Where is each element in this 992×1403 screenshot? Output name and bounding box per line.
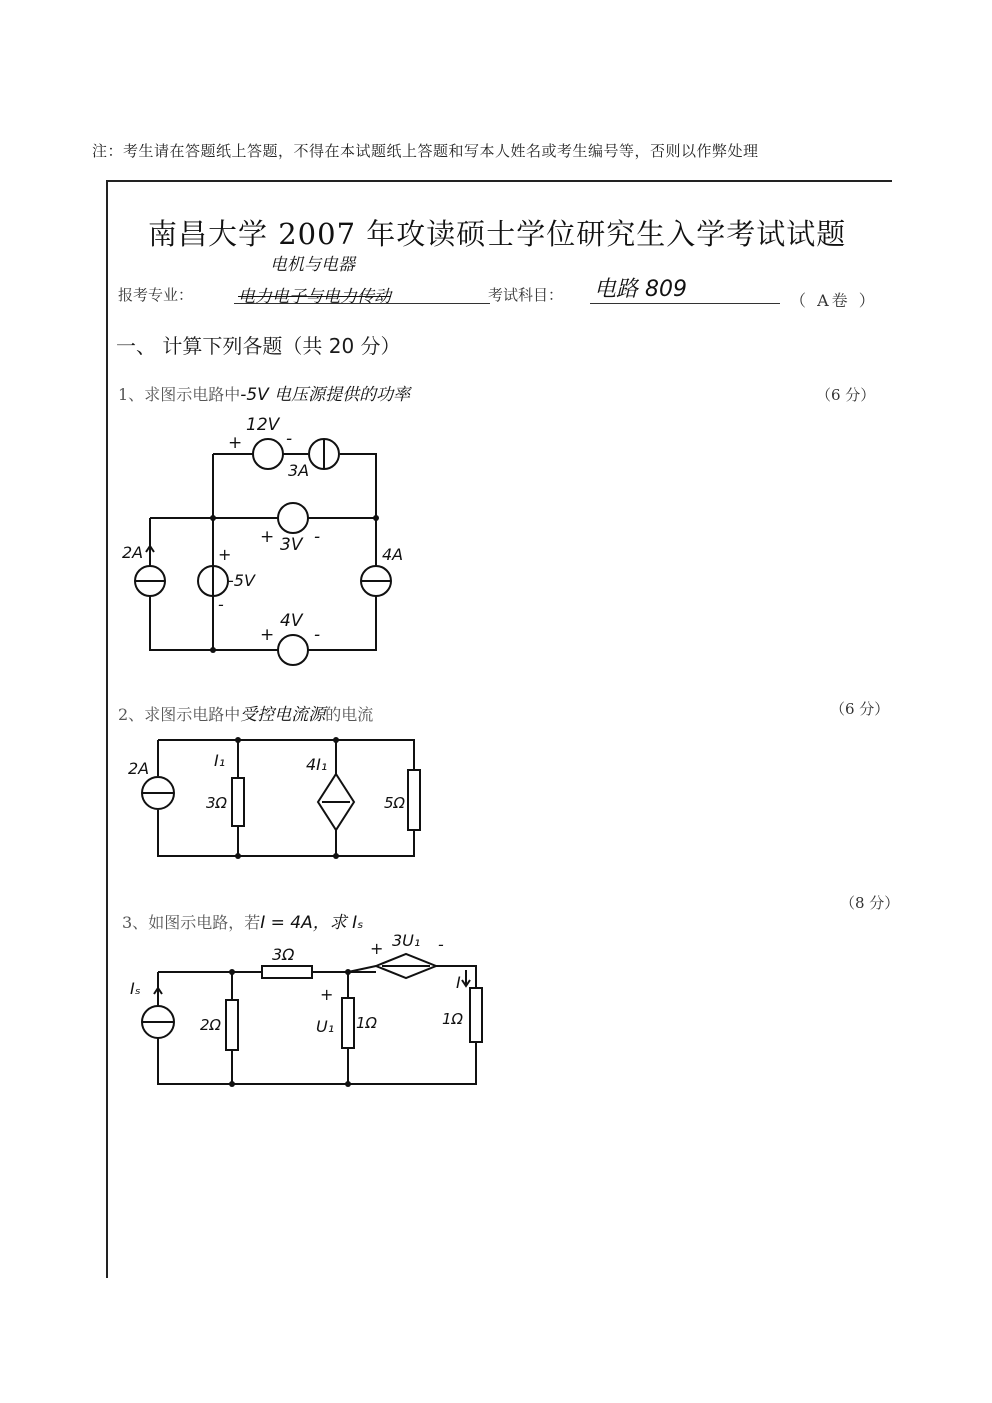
q1-circuit-diagram xyxy=(110,400,450,680)
q2-handwritten: 受控电流源 xyxy=(240,705,326,725)
question-2 xyxy=(118,700,373,725)
paper-version: （ A卷 ） xyxy=(790,291,878,310)
major-value: 电力电子与电力传动 xyxy=(238,287,391,307)
q1-label-4v-plus: + xyxy=(260,625,275,645)
q2-text-2: 的电流 xyxy=(325,705,374,724)
q1-label-3v-minus: - xyxy=(314,527,321,547)
q3-label-u1: U₁ xyxy=(316,1017,335,1036)
q1-text: 求图示电路中 xyxy=(144,385,241,404)
major-label: 报考专业： xyxy=(118,286,194,304)
q1-label-12v: 12V xyxy=(246,415,280,435)
frame-top-line xyxy=(106,180,892,182)
q3-number: 3、 xyxy=(122,913,149,932)
q1-label-5v-plus: + xyxy=(218,545,232,564)
q1-number: 1、 xyxy=(118,385,145,404)
q1-label-3v-plus: + xyxy=(260,527,275,547)
subject-value: 电路 809 xyxy=(594,277,687,302)
q1-label-2a: 2A xyxy=(122,543,144,562)
section-title: 一、 计算下列各题（共 20 分） xyxy=(116,334,401,358)
q2-label-2a: 2A xyxy=(128,759,150,778)
subject-label: 考试科目： xyxy=(488,286,564,304)
q3-label-3u1-plus: + xyxy=(370,939,384,958)
q3-label-2ohm: 2Ω xyxy=(200,1016,222,1034)
q3-label-1ohm-right: 1Ω xyxy=(442,1010,464,1028)
major-underline xyxy=(234,303,490,304)
q2-label-3ohm: 3Ω xyxy=(206,794,228,812)
frame-left-line xyxy=(106,180,108,1278)
q2-points: （6 分） xyxy=(830,700,890,718)
q1-label-3a: 3A xyxy=(288,461,310,480)
q1-points: （6 分） xyxy=(816,386,876,404)
q3-label-3u1-minus: - xyxy=(438,935,444,954)
exam-title: 南昌大学 2007 年攻读硕士学位研究生入学考试试题 xyxy=(148,217,847,251)
q3-label-3u1: 3U₁ xyxy=(392,931,421,950)
q3-label-u1-plus: + xyxy=(320,985,334,1004)
q1-label-4v: 4V xyxy=(280,611,303,631)
q2-circuit-diagram xyxy=(120,730,450,870)
q1-label-5v-minus: - xyxy=(218,595,224,614)
q2-text: 求图示电路中 xyxy=(144,705,241,724)
q1-handwritten: -5V 电压源提供的功率 xyxy=(240,385,411,405)
q3-label-1ohm-mid: 1Ω xyxy=(356,1014,378,1032)
q2-number: 2、 xyxy=(118,705,145,724)
subject-handwritten: 电机与电器 xyxy=(270,255,355,275)
q3-circuit-diagram xyxy=(120,930,500,1100)
q3-text: 如图示电路，若 xyxy=(148,913,261,932)
q3-label-is: Iₛ xyxy=(130,979,141,998)
q3-label-i: I xyxy=(456,973,461,992)
q2-label-5ohm: 5Ω xyxy=(384,794,406,812)
q1-label-12v-plus: + xyxy=(228,433,243,453)
q1-label-12v-minus: - xyxy=(286,429,293,449)
q3-points: （8 分） xyxy=(840,894,900,912)
q1-label-4v-minus: - xyxy=(314,625,321,645)
q2-label-4i1: 4I₁ xyxy=(306,755,328,774)
exam-notice: 注：考生请在答题纸上答题，不得在本试题纸上答题和写本人姓名或考生编号等，否则以作弊处理 xyxy=(92,142,759,160)
q3-handwritten: I = 4A，求 Iₛ xyxy=(260,913,364,933)
q1-label-5v: -5V xyxy=(228,571,255,590)
q1-label-4a: 4A xyxy=(382,545,404,564)
q3-label-3ohm: 3Ω xyxy=(272,945,295,964)
subject-underline xyxy=(590,303,780,304)
q1-label-3v: 3V xyxy=(280,535,303,555)
q2-label-i1: I₁ xyxy=(214,751,226,770)
